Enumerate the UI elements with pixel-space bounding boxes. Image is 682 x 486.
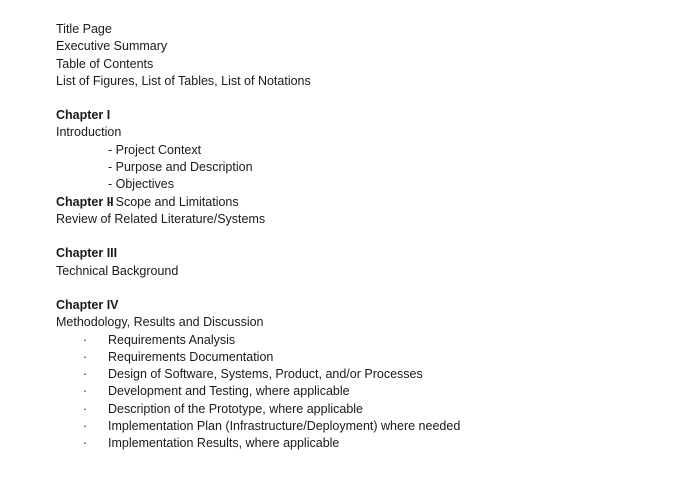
front-matter-list — [56, 21, 656, 90]
chapter-3-heading: Chapter III — [56, 246, 118, 261]
bullet-icon: · — [83, 349, 88, 364]
chapter-4-items — [56, 332, 656, 453]
front-matter-title-page: Title Page — [56, 22, 112, 36]
chapter-1-heading: Chapter I — [56, 108, 111, 123]
bullet-icon: · — [83, 332, 88, 347]
front-matter-executive-summary: Executive Summary — [56, 39, 168, 54]
bullet-icon: · — [83, 367, 88, 382]
chapter-4-item — [56, 435, 656, 452]
chapter-4-item — [56, 349, 656, 366]
chapter-1-item: - Scope and Limitations — [108, 194, 239, 209]
chapter-4-title: Methodology, Results and Discussion — [56, 315, 264, 330]
chapter-4-section — [56, 297, 656, 453]
bullet-icon: · — [83, 419, 88, 434]
chapter-1-item: - Project Context — [108, 142, 202, 157]
chapter-4-item — [56, 366, 656, 383]
chapter-4-item-label: Description of the Prototype, where applicable — [108, 401, 364, 416]
chapter-4-item — [56, 383, 656, 400]
bullet-icon: · — [83, 401, 88, 416]
front-matter-table-of-contents: Table of Contents — [56, 56, 154, 71]
chapter-2-heading: Chapter II — [56, 194, 114, 209]
front-matter-lists: List of Figures, List of Tables, List of Notations — [56, 73, 311, 88]
chapter-4-item-label: Implementation Results, where applicable — [108, 436, 340, 451]
chapter-3-section — [56, 245, 656, 280]
chapter-4-item-label: Implementation Plan (Infrastructure/Deployment) where needed — [108, 419, 461, 434]
chapter-4-item — [56, 332, 656, 349]
chapter-1-title: Introduction — [56, 125, 122, 140]
chapter-4-item — [56, 418, 656, 435]
chapter-4-item-label: Requirements Documentation — [108, 349, 274, 364]
chapter-3-title: Technical Background — [56, 263, 179, 278]
spacer — [56, 228, 656, 245]
bullet-icon: · — [83, 436, 88, 451]
chapter-1-section — [56, 107, 656, 209]
bullet-icon: · — [83, 384, 88, 399]
chapter-4-item — [56, 401, 656, 418]
chapter-1-item: - Objectives — [108, 177, 174, 192]
chapter-4-heading: Chapter IV — [56, 297, 119, 312]
spacer — [56, 280, 656, 297]
chapter-4-item-label: Development and Testing, where applicable — [108, 384, 350, 399]
chapter-1-item: - Purpose and Description — [108, 160, 253, 175]
chapter-4-item-label: Design of Software, Systems, Product, and/or Processes — [108, 367, 423, 382]
chapter-2-title: Review of Related Literature/Systems — [56, 212, 266, 227]
document-outline — [56, 21, 656, 453]
spacer — [56, 90, 656, 107]
chapter-4-item-label: Requirements Analysis — [108, 332, 236, 347]
